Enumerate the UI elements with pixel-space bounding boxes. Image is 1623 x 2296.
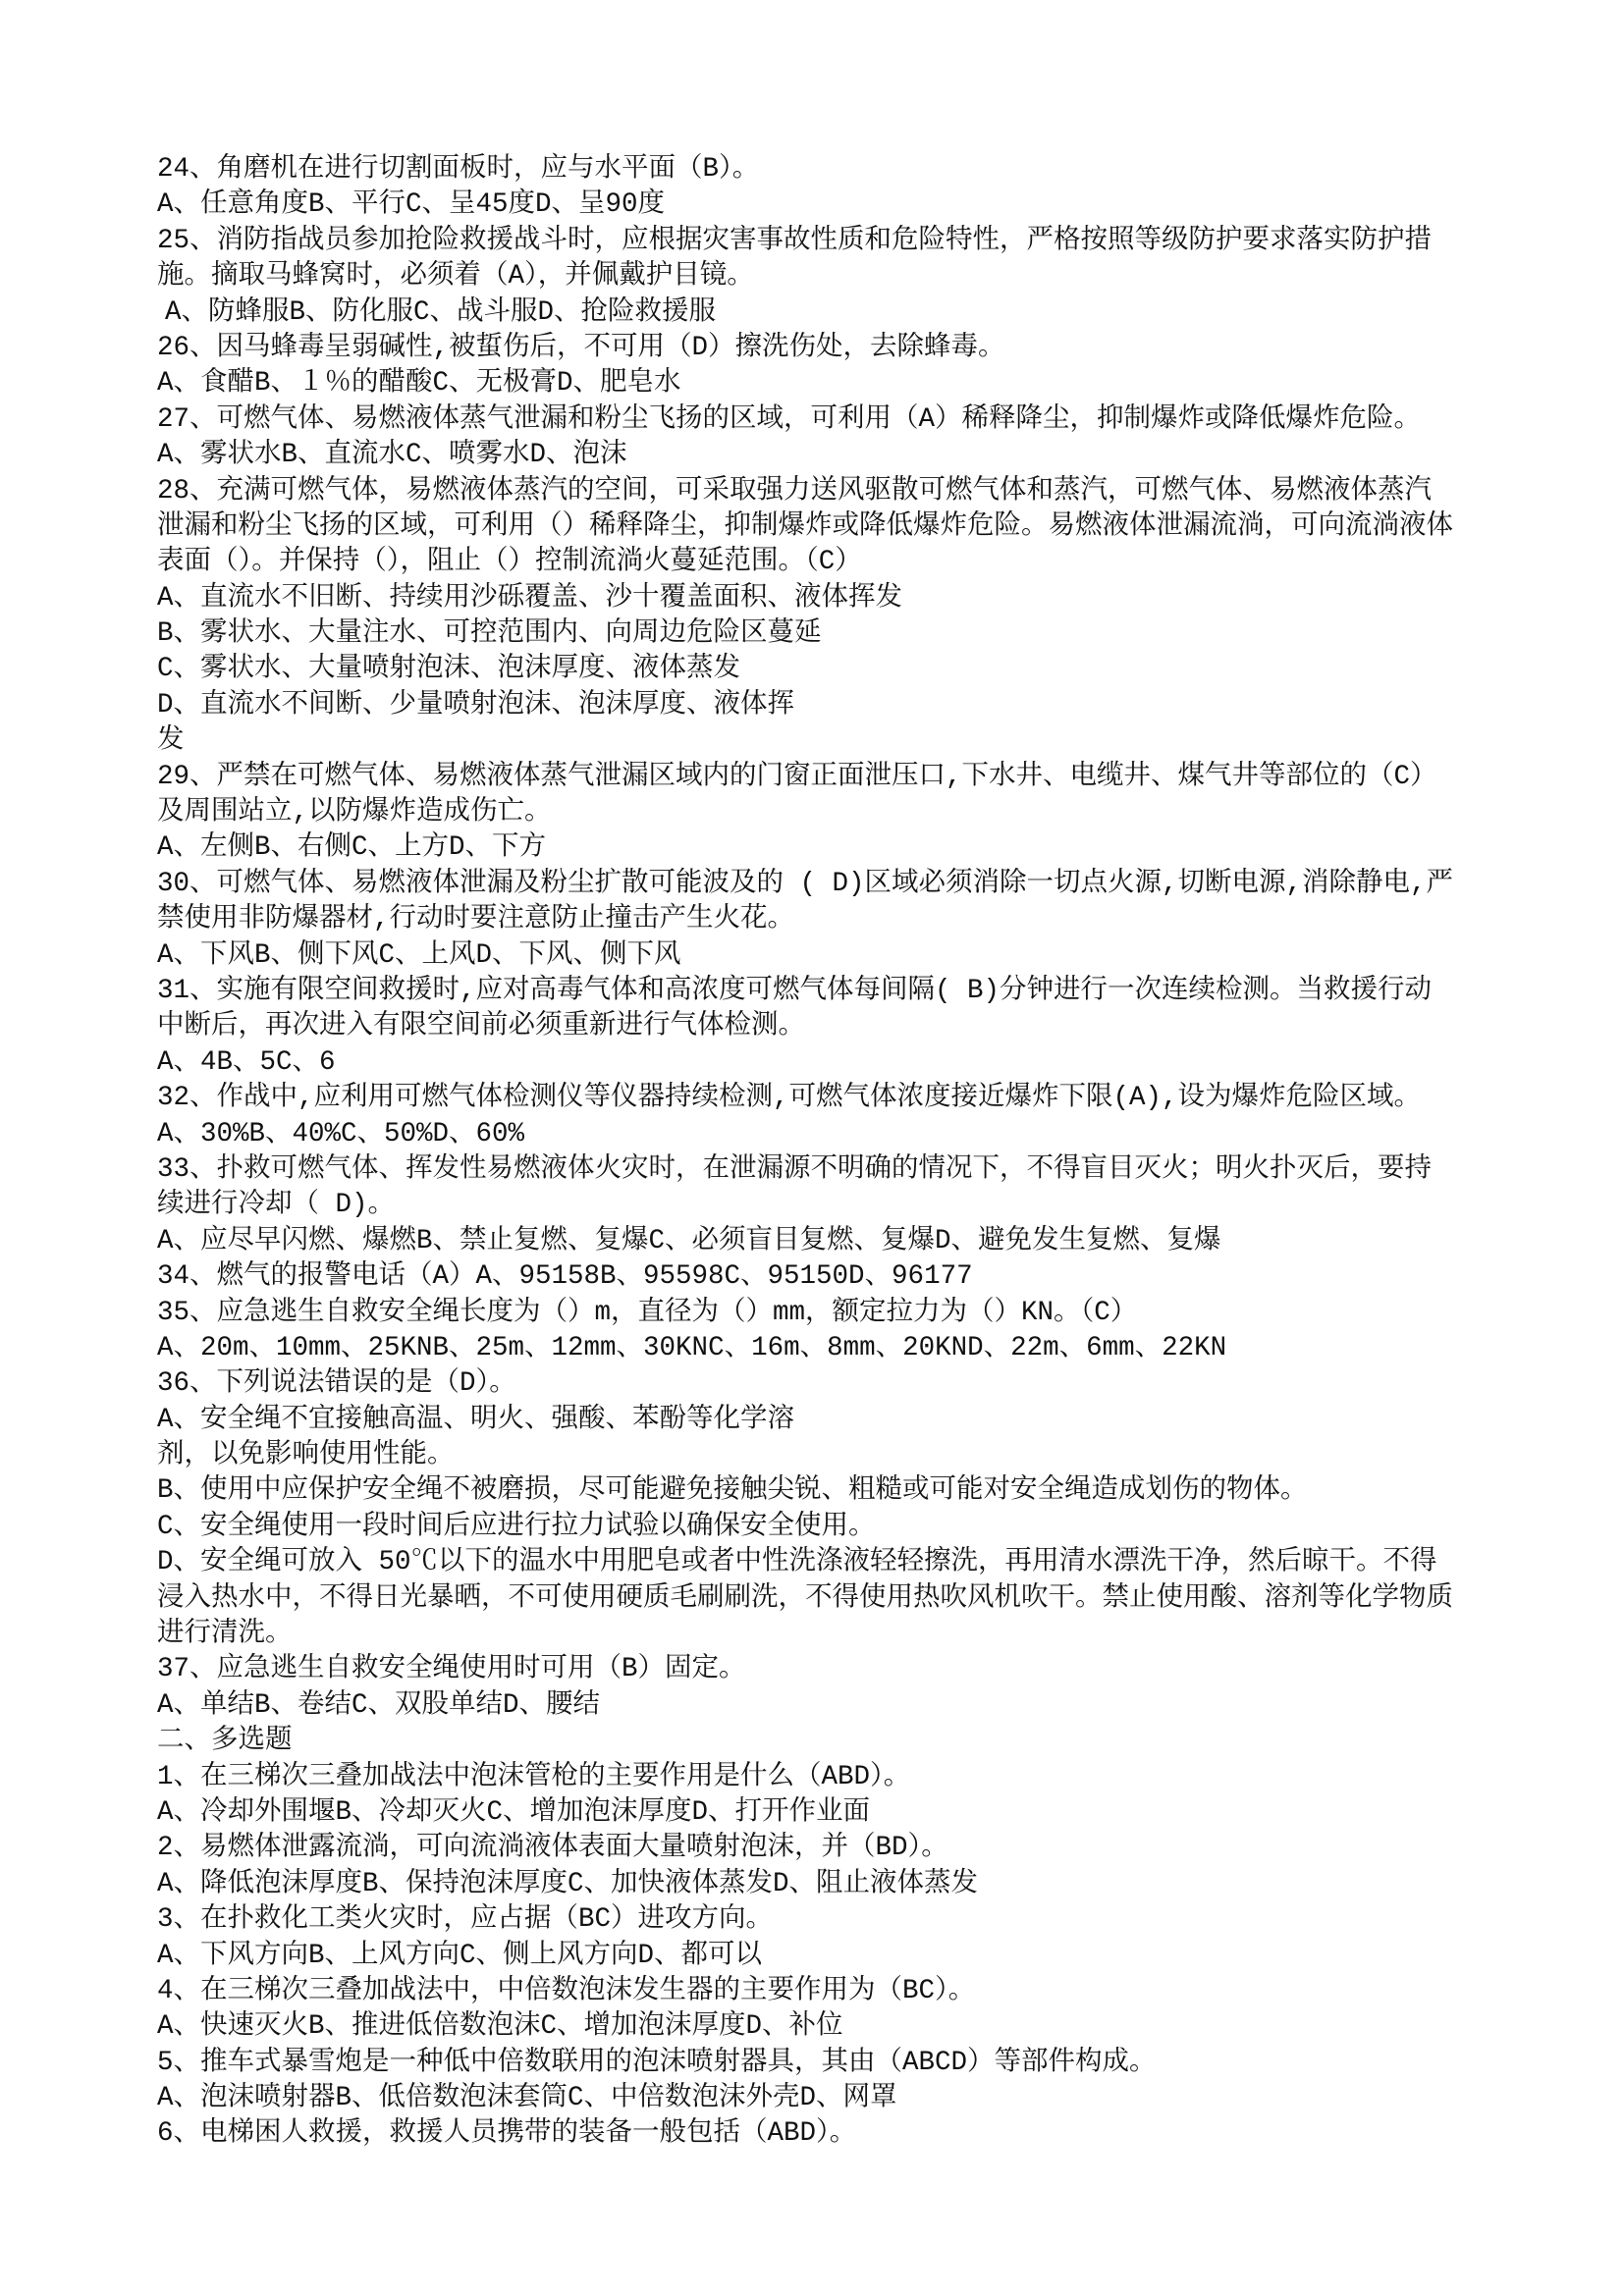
text-line: 35、应急逃生自救安全绳长度为（）m，直径为（）mm，额定拉力为（）KN。（C） <box>157 1297 1138 1328</box>
text-line: A、冷却外围堰B、冷却灭火C、增加泡沫厚度D、打开作业面 <box>157 1796 871 1828</box>
text-line: A、20m、10mm、25KNB、25m、12mm、30KNC、16m、8mm、20KND、22m、6mm、22KN <box>157 1332 1227 1363</box>
text-line: A、任意角度B、平行C、呈45度D、呈90度 <box>157 189 666 221</box>
text-line: 3、在扑救化工类火灾时，应占据（BC）进攻方向。 <box>157 1904 774 1936</box>
text-line: 禁使用非防爆器材,行动时要注意防止撞击产生火花。 <box>157 904 795 935</box>
text-line: 施。摘取马蜂窝时，必须着（A），并佩戴护目镜。 <box>157 261 754 293</box>
text-line: A、泡沫喷射器B、低倍数泡沫套筒C、中倍数泡沫外壳D、网罩 <box>157 2083 897 2114</box>
text-line: 表面（）。并保持（），阻止（）控制流淌火蔓延范围。（C） <box>157 547 862 578</box>
text-line: 二、多选题 <box>157 1726 293 1757</box>
text-line: A、快速灭火B、推进低倍数泡沫C、增加泡沫厚度D、补位 <box>157 2011 843 2043</box>
text-line: A、直流水不旧断、持续用沙砾覆盖、沙十覆盖面积、液体挥发 <box>157 582 903 614</box>
text-line: 25、消防指战员参加抢险救援战斗时，应根据灾害事故性质和危险特性，严格按照等级防护要求落实防护措 <box>157 225 1433 256</box>
text-line: B、使用中应保护安全绳不被磨损，尽可能避免接触尖锐、粗糙或可能对安全绳造成划伤的物体。 <box>157 1475 1308 1507</box>
text-line: A、防蜂服B、防化服C、战斗服D、抢险救援服 <box>165 296 717 328</box>
text-line: 28、充满可燃气体，易燃液体蒸汽的空间，可采取强力送风驱散可燃气体和蒸汽，可燃气体、易燃液体蒸汽 <box>157 475 1433 507</box>
text-line: A、4B、5C、6 <box>157 1046 336 1078</box>
text-line: 剂，以免影响使用性能。 <box>157 1440 455 1471</box>
text-line: 32、作战中,应利用可燃气体检测仪等仪器持续检测,可燃气体浓度接近爆炸下限(A),设为爆炸危险区域。 <box>157 1083 1422 1114</box>
text-line: A、下风B、侧下风C、上风D、下风、侧下风 <box>157 939 681 971</box>
text-line: C、安全绳使用一段时间后应进行拉力试验以确保安全使用。 <box>157 1511 876 1542</box>
text-line: 及周围站立,以防爆炸造成伤亡。 <box>157 797 552 828</box>
text-line: 31、实施有限空间救援时,应对高毒气体和高浓度可燃气体每间隔( B)分钟进行一次连续检测。当救援行动 <box>157 975 1433 1006</box>
text-line: A、雾状水B、直流水C、喷雾水D、泡沫 <box>157 440 627 471</box>
text-line: 浸入热水中，不得日光暴晒，不可使用硬质毛刷刷洗，不得使用热吹风机吹干。禁止使用酸、溶剂等化学物质 <box>157 1582 1453 1614</box>
text-line: A、单结B、卷结C、双股单结D、腰结 <box>157 1689 601 1721</box>
text-line: A、30%B、40%C、50%D、60% <box>157 1118 525 1149</box>
text-line: A、安全绳不宜接触高温、明火、强酸、苯酚等化学溶 <box>157 1404 795 1435</box>
text-line: 进行清洗。 <box>157 1619 293 1650</box>
text-line: 6、电梯困人救援，救援人员携带的装备一般包括（ABD）。 <box>157 2118 857 2150</box>
text-line: 26、因马蜂毒呈弱碱性,被蜇伤后，不可用（D）擦洗伤处，去除蜂毒。 <box>157 332 1005 363</box>
text-line: A、左侧B、右侧C、上方D、下方 <box>157 832 547 864</box>
text-line: A、下风方向B、上风方向C、侧上风方向D、都可以 <box>157 1940 763 1971</box>
text-line: 泄漏和粉尘飞扬的区域，可利用（）稀释降尘，抑制爆炸或降低爆炸危险。易燃液体泄漏流淌，可向流淌液体 <box>157 510 1453 542</box>
text-line: 中断后，再次进入有限空间前必须重新进行气体检测。 <box>157 1011 805 1042</box>
text-line: 2、易燃体泄露流淌，可向流淌液体表面大量喷射泡沫，并（BD）。 <box>157 1833 948 1864</box>
text-line: 发 <box>157 725 185 757</box>
text-line: 续进行冷却（ D)。 <box>157 1190 396 1221</box>
text-line: 27、可燃气体、易燃液体蒸气泄漏和粉尘飞扬的区域，可利用（A）稀释降尘，抑制爆炸或降低爆炸危险。 <box>157 403 1422 435</box>
text-line: C、雾状水、大量喷射泡沫、泡沫厚度、液体蒸发 <box>157 654 741 685</box>
text-line: D、安全绳可放入 50℃以下的温水中用肥皂或者中性洗涤液轻轻擦洗，再用清水漂洗干净，然后晾干。不得 <box>157 1547 1437 1578</box>
text-line: 36、下列说法错误的是（D）。 <box>157 1368 516 1400</box>
text-line: 30、可燃气体、易燃液体泄漏及粉尘扩散可能波及的 ( D)区域必须消除一切点火源,切断电源,消除静电,严 <box>157 868 1454 899</box>
text-line: 4、在三梯次三叠加战法中，中倍数泡沫发生器的主要作用为（BC）。 <box>157 1975 976 2006</box>
text-line: 29、严禁在可燃气体、易燃液体蒸气泄漏区域内的门窗正面泄压口,下水井、电缆井、煤气井等部位的（C） <box>157 761 1437 792</box>
document-page <box>157 152 1551 2153</box>
text-line: 24、角磨机在进行切割面板时，应与水平面（B）。 <box>157 154 760 185</box>
text-line: 1、在三梯次三叠加战法中泡沫管枪的主要作用是什么（ABD）。 <box>157 1761 911 1792</box>
text-line: 37、应急逃生自救安全绳使用时可用（B）固定。 <box>157 1654 746 1685</box>
text-line: D、直流水不间断、少量喷射泡沫、泡沫厚度、液体挥 <box>157 689 795 721</box>
text-line: 5、推车式暴雪炮是一种低中倍数联用的泡沫喷射器具，其由（ABCD）等部件构成。 <box>157 2047 1157 2078</box>
text-line: A、食醋B、１％的醋酸C、无极膏D、肥皂水 <box>157 368 681 400</box>
text-line: 33、扑救可燃气体、挥发性易燃液体火灾时，在泄漏源不明确的情况下，不得盲目灭火；明火扑灭后，要持 <box>157 1153 1433 1185</box>
text-line: A、应尽早闪燃、爆燃B、禁止复燃、复爆C、必须盲目复燃、复爆D、避免发生复燃、复爆 <box>157 1225 1221 1256</box>
text-line: 34、燃气的报警电话（A）A、95158B、95598C、95150D、96177 <box>157 1261 973 1293</box>
text-line: B、雾状水、大量注水、可控范围内、向周边危险区蔓延 <box>157 618 822 650</box>
text-line: A、降低泡沫厚度B、保持泡沫厚度C、加快液体蒸发D、阻止液体蒸发 <box>157 1868 979 1899</box>
